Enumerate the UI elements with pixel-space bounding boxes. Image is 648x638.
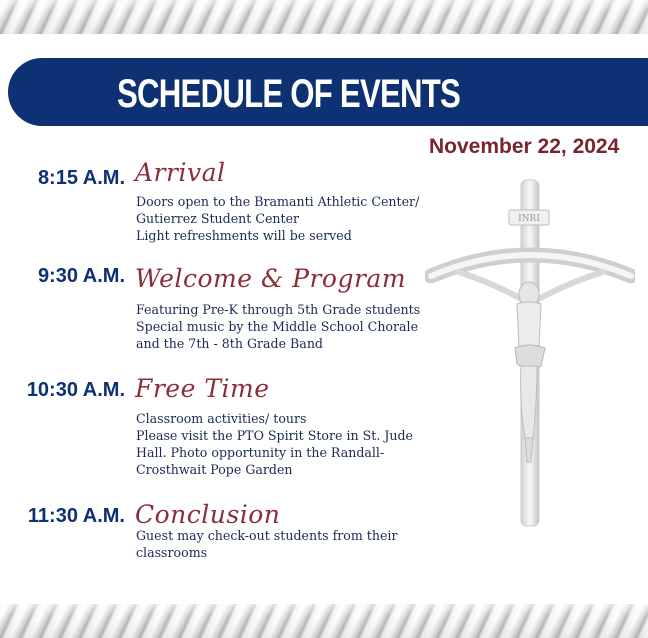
event-description-conclusion (136, 527, 397, 561)
description-line: Gutierrez Student Center (136, 211, 300, 226)
event-name-welcome: Welcome & Program (135, 264, 407, 293)
event-description-arrival (136, 193, 419, 244)
description-line: Crosthwait Pope Garden (136, 462, 293, 477)
event-description-free-time (136, 410, 413, 478)
description-line: and the 7th - 8th Grade Band (136, 336, 323, 351)
description-line: Special music by the Middle School Chorale (136, 319, 419, 334)
description-line: Classroom activities/ tours (136, 411, 307, 426)
description-line: classrooms (136, 545, 208, 560)
rope-border-bottom (0, 604, 648, 638)
event-time-arrival: 8:15 A.M. (37, 167, 125, 189)
event-date: November 22, 2024 (429, 135, 620, 158)
event-name-arrival: Arrival (135, 158, 226, 187)
description-line: Doors open to the Bramanti Athletic Center/ (136, 194, 420, 209)
event-time-conclusion: 11:30 A.M. (27, 505, 125, 527)
inri-inscription: INRI (518, 214, 540, 224)
page-title: SCHEDULE OF EVENTS (117, 72, 461, 116)
event-description-welcome (136, 301, 420, 352)
description-line: Please visit the PTO Spirit Store in St. Jude (136, 428, 413, 443)
event-time-welcome: 9:30 A.M. (37, 265, 125, 287)
crucifix-icon (425, 176, 635, 528)
event-name-free-time: Free Time (135, 374, 270, 403)
description-line: Guest may check-out students from their (136, 528, 398, 543)
description-line: Hall. Photo opportunity in the Randall- (136, 445, 385, 460)
description-line: Light refreshments will be served (136, 228, 352, 243)
description-line: Featuring Pre-K through 5th Grade students (136, 302, 421, 317)
event-time-free-time: 10:30 A.M. (26, 379, 125, 401)
event-name-conclusion: Conclusion (135, 500, 281, 529)
rope-border-top (0, 0, 648, 34)
